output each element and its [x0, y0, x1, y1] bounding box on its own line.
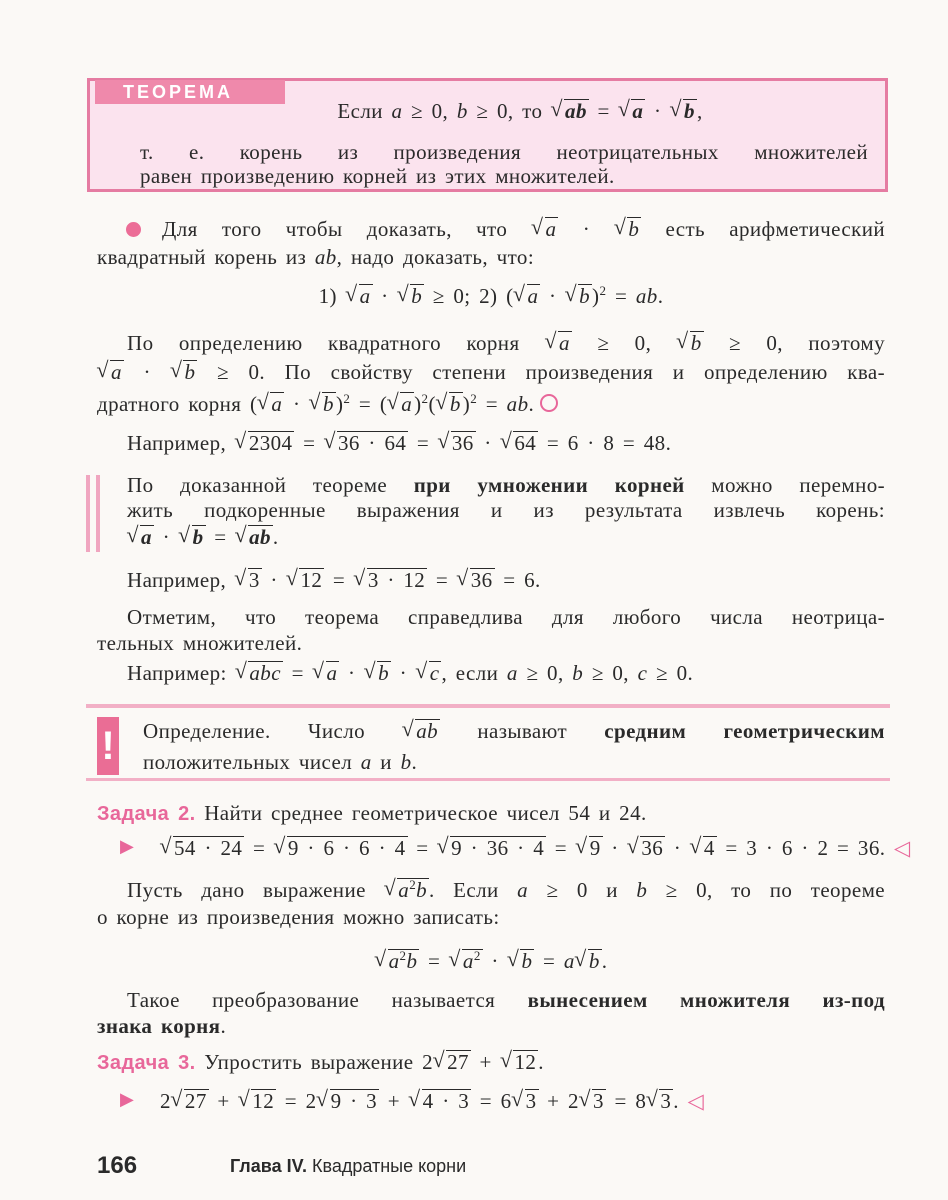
radicand: 36	[470, 568, 493, 592]
radicand: 4 · 3	[422, 1089, 470, 1113]
radicand: a	[359, 284, 371, 308]
radicand: 12	[514, 1050, 537, 1074]
square-root	[631, 99, 645, 122]
radicand: b	[411, 284, 423, 308]
text-run: называют	[440, 719, 605, 743]
task-2	[97, 799, 885, 828]
square-root	[422, 1089, 472, 1112]
text-run: ≥ 0 и	[527, 878, 637, 902]
radicand: 27	[447, 1050, 469, 1074]
proof-line	[97, 243, 885, 271]
square-root	[326, 661, 340, 684]
page-number: 166	[97, 1152, 138, 1179]
square-root	[470, 568, 495, 591]
text-run: Найти среднее геометрическое чисел 54 и 24.	[204, 801, 647, 825]
radicand: b	[323, 392, 334, 416]
text-run: =	[408, 431, 438, 455]
exponent: 2	[421, 391, 429, 406]
text-run: ≥ 0.	[647, 661, 694, 685]
text-run: ·	[372, 284, 398, 308]
text-run: равен произведению корней из этих множителей.	[140, 164, 615, 188]
square-root	[184, 1089, 209, 1112]
variable: a	[462, 949, 474, 973]
variable: b	[572, 661, 584, 685]
text-run: ·	[339, 661, 365, 685]
task-3-solution-text	[160, 1089, 679, 1113]
radicand: 12	[252, 1089, 275, 1113]
text-run: =	[282, 661, 313, 685]
text-run: ≥ 0, то	[467, 99, 552, 123]
text-run: )	[414, 392, 422, 416]
proof-line	[97, 390, 885, 418]
text-run: Если	[337, 99, 392, 123]
task-2-solution	[160, 834, 948, 862]
text-run: можно перемно-	[684, 473, 885, 497]
text-run: ·	[602, 836, 628, 860]
bold-term: знака корня	[97, 1014, 221, 1038]
bold-term: средним геометрическим	[604, 719, 885, 743]
factor-line	[127, 876, 885, 904]
text-run: =	[427, 568, 457, 592]
radicand: 3	[592, 1089, 604, 1113]
square-root	[690, 331, 704, 354]
text-run: =	[294, 431, 324, 455]
variable: ab	[635, 284, 658, 308]
square-root	[589, 836, 603, 859]
text-run: о корне из произведения можно записать:	[97, 905, 500, 929]
text-run: ,	[696, 99, 703, 123]
text-run: 2	[160, 1089, 171, 1113]
text-run: =	[244, 836, 274, 860]
square-root	[545, 217, 559, 240]
radicand: a	[271, 392, 283, 416]
bold-term: при умножении корней	[413, 473, 685, 497]
solution-end-icon: ◁	[894, 836, 911, 860]
text-run: =	[205, 525, 236, 549]
rule-formula	[127, 523, 915, 551]
text-run: =	[546, 836, 576, 860]
theorem-formula	[200, 97, 840, 125]
text-run: =	[419, 949, 449, 973]
square-root	[192, 525, 206, 548]
example-2	[127, 566, 915, 594]
rule-line	[127, 471, 885, 499]
proof-line	[162, 215, 885, 243]
variable: a	[388, 949, 400, 973]
radicand: 36 · 64	[337, 431, 407, 455]
text-run: , надо доказать, что:	[336, 245, 535, 269]
task-3-label: Задача 3.	[97, 1052, 196, 1074]
note-line	[97, 629, 885, 657]
solution-end-icon: ◁	[687, 1089, 705, 1113]
radicand: ab	[565, 99, 587, 123]
text-run: .	[657, 284, 664, 308]
rule-bar	[86, 475, 90, 552]
variable: a	[517, 878, 528, 902]
text-run: =	[324, 568, 354, 592]
rule-line	[127, 496, 885, 524]
chapter-number: Глава IV.	[230, 1156, 307, 1176]
exclamation-icon: !	[97, 717, 119, 775]
square-root	[578, 284, 592, 307]
theorem-label: ТЕОРЕМА	[95, 80, 285, 104]
variable: b	[400, 750, 412, 774]
text-run: Упростить выражение 2	[204, 1050, 434, 1074]
variable: a	[360, 750, 372, 774]
exponent: 2	[409, 877, 417, 892]
factor-formula	[97, 947, 885, 975]
radicand: b	[684, 99, 695, 123]
factor-line	[127, 986, 885, 1014]
variable: b	[406, 949, 418, 973]
text-run: Например:	[127, 661, 236, 685]
square-root	[429, 661, 442, 684]
radicand: a	[326, 661, 338, 685]
radicand: a	[632, 99, 644, 123]
text-run: жить подкоренные выражения и из результата извлечь корень:	[127, 498, 885, 522]
radicand: a	[545, 217, 557, 241]
text-run: =	[606, 284, 636, 308]
text-run: .	[673, 1089, 679, 1113]
text-run: = 2	[276, 1089, 317, 1113]
square-root	[592, 1089, 606, 1112]
variable: a	[391, 99, 403, 123]
radicand: b	[184, 360, 196, 384]
proof-start-bullet-icon	[126, 222, 141, 237]
radicand: 9	[589, 836, 601, 860]
radicand: 9 · 3	[330, 1089, 378, 1113]
text-run: ·	[665, 836, 690, 860]
definition-line	[143, 717, 885, 745]
radicand: b	[449, 392, 461, 416]
divider	[86, 704, 890, 708]
text-run: )	[592, 284, 600, 308]
radicand: 3	[525, 1089, 537, 1113]
text-run: .	[411, 750, 418, 774]
exponent: 2	[470, 391, 478, 406]
radicand: a	[527, 284, 539, 308]
square-root	[513, 1050, 538, 1073]
variable: a	[398, 878, 410, 902]
text-run: ≥ 0, то по теореме	[647, 878, 885, 902]
radicand: b	[378, 661, 390, 685]
proof-end-circle-icon	[540, 394, 558, 412]
square-root	[322, 392, 336, 415]
square-root	[683, 99, 697, 122]
square-root	[558, 331, 572, 354]
square-root	[640, 836, 665, 859]
proof-conditions	[97, 282, 885, 310]
square-root	[520, 949, 534, 972]
rule-bar	[96, 475, 100, 552]
text-run: тельных множителей.	[97, 631, 303, 655]
radicand: 12	[300, 568, 323, 592]
square-root	[450, 836, 546, 859]
radicand: 3	[248, 568, 260, 592]
factor-line	[97, 1012, 885, 1040]
variable: b	[456, 99, 468, 123]
radicand: 9 · 6 · 6 · 4	[287, 836, 406, 860]
text-run: =	[588, 99, 619, 123]
radicand: b	[628, 217, 640, 241]
text-run: квадратный корень из	[97, 245, 315, 269]
square-root	[513, 431, 538, 454]
text-run: ≥ 0. По свойству степени произведения и определению ква-	[197, 360, 885, 384]
square-root	[564, 99, 589, 122]
text-run: ≥ 0; 2) (	[424, 284, 514, 308]
text-run: = 6 · 8 = 48.	[538, 431, 672, 455]
square-root	[527, 284, 541, 307]
square-root	[449, 392, 463, 415]
square-root	[359, 284, 373, 307]
square-root	[397, 878, 429, 901]
text-run: ·	[475, 431, 501, 455]
radicand: 36	[641, 836, 664, 860]
text-run: ≥ 0,	[402, 99, 457, 123]
text-run: т. е. корень из произведения неотрицательных множителей	[140, 140, 868, 164]
square-root	[248, 661, 283, 684]
radicand: abc	[249, 661, 281, 685]
text-run: ≥ 0, поэтому	[703, 331, 885, 355]
radicand: ab	[249, 525, 271, 549]
text-run: Определение. Число	[143, 719, 403, 743]
radicand: 27	[184, 1089, 207, 1113]
task-3	[97, 1048, 885, 1077]
text-run: положительных чисел	[143, 750, 361, 774]
text-run: ≥ 0,	[583, 661, 638, 685]
text-run: +	[470, 1050, 501, 1074]
square-root	[462, 949, 483, 972]
exponent: 2	[343, 391, 351, 406]
radicand: b	[521, 949, 533, 973]
radicand: a	[111, 360, 122, 384]
radicand: 36	[451, 431, 474, 455]
variable: ab	[506, 392, 529, 416]
square-root	[110, 360, 124, 383]
text-run: )	[335, 392, 344, 416]
exponent: 2	[399, 948, 407, 963]
text-run: ·	[284, 392, 310, 416]
variable: b	[636, 878, 648, 902]
example-1	[127, 429, 915, 457]
chapter-title: Квадратные корни	[311, 1156, 467, 1176]
text-run: = 8	[605, 1089, 647, 1113]
square-root	[183, 360, 197, 383]
proof-line	[97, 358, 885, 386]
exponent: 2	[599, 283, 607, 298]
bold-term: вынесением множителя из-под	[527, 988, 885, 1012]
text-run: .	[272, 525, 279, 549]
text-run: ≥ 0,	[571, 331, 677, 355]
square-root	[173, 836, 244, 859]
solution-start-icon: ▶	[120, 836, 134, 856]
radicand: c	[429, 661, 440, 685]
radicand: 3	[660, 1089, 672, 1113]
text-run: .	[538, 1050, 544, 1074]
text-run: ·	[123, 360, 171, 384]
text-run: ·	[558, 217, 615, 241]
square-root	[415, 719, 440, 742]
radicand: b	[588, 949, 600, 973]
text-run: .	[528, 392, 535, 416]
square-root	[287, 836, 408, 859]
square-root	[588, 949, 602, 972]
square-root	[659, 1089, 673, 1112]
text-run: По определению квадратного корня	[127, 331, 545, 355]
square-root	[248, 525, 273, 548]
text-run: Такое преобразование называется	[127, 988, 528, 1012]
task-3-text	[204, 1050, 544, 1074]
text-run: Например,	[127, 431, 235, 455]
radicand: a	[141, 525, 152, 549]
text-run: =	[477, 392, 507, 416]
radicand: a	[558, 331, 570, 355]
text-run: По доказанной теореме	[127, 473, 414, 497]
square-root	[270, 392, 284, 415]
text-run: .	[601, 949, 608, 973]
factor-line	[97, 903, 885, 931]
task-2-solution-text	[160, 836, 885, 860]
text-run: .	[220, 1014, 227, 1038]
square-root	[330, 1089, 380, 1112]
definition-line	[143, 748, 931, 776]
variable: b	[416, 878, 428, 902]
text-run: =	[534, 949, 564, 973]
text-run: Для того чтобы доказать, что	[162, 217, 532, 241]
square-root	[367, 568, 427, 591]
text-run: , если	[441, 661, 507, 685]
radicand: 9 · 36 · 4	[451, 836, 545, 860]
text-run: и	[371, 750, 401, 774]
theorem-text-line	[140, 162, 928, 190]
variable: c	[637, 661, 648, 685]
text-run: есть арифметический	[641, 217, 885, 241]
square-root	[703, 836, 717, 859]
divider	[86, 778, 890, 781]
square-root	[446, 1050, 471, 1073]
square-root	[251, 1089, 276, 1112]
solution-start-icon: ▶	[120, 1089, 134, 1109]
square-root	[525, 1089, 539, 1112]
text-run: + 2	[538, 1089, 579, 1113]
note-line	[127, 603, 885, 631]
variable: a	[506, 661, 518, 685]
square-root	[248, 431, 295, 454]
radicand: 64	[514, 431, 537, 455]
radicand: ab	[416, 719, 439, 743]
text-run: дратного корня (	[97, 392, 258, 416]
text-run: ·	[540, 284, 566, 308]
radicand: b	[690, 331, 702, 355]
square-root	[451, 431, 476, 454]
radicand: 54 · 24	[174, 836, 243, 860]
text-run: 1)	[318, 284, 346, 308]
radicand: b	[192, 525, 204, 549]
radicand: b	[579, 284, 591, 308]
task-2-label: Задача 2.	[97, 803, 196, 825]
proof-line-text	[97, 392, 534, 416]
radicand: 4	[703, 836, 715, 860]
square-root	[248, 568, 262, 591]
square-root	[299, 568, 324, 591]
text-run: = 6.	[494, 568, 541, 592]
text-run: ·	[153, 525, 179, 549]
task-2-text	[204, 801, 646, 825]
square-root	[627, 217, 641, 240]
text-run: = 3 · 6 · 2 = 36.	[716, 836, 886, 860]
variable: a	[563, 949, 575, 973]
square-root	[377, 661, 391, 684]
text-run: +	[379, 1089, 409, 1113]
text-run: ≥ 0,	[517, 661, 573, 685]
text-run: =	[407, 836, 438, 860]
exponent: 2	[473, 948, 481, 963]
text-run: Пусть дано выражение	[127, 878, 385, 902]
chapter-footer	[230, 1156, 466, 1177]
radicand: 3 · 12	[367, 568, 426, 592]
text-run: Отметим, что теорема справедлива для любого числа неотрица-	[127, 605, 885, 629]
text-run: )	[462, 392, 471, 416]
square-root	[400, 392, 414, 415]
example-3	[127, 659, 915, 687]
text-run: = 6	[471, 1089, 512, 1113]
radicand: 2304	[248, 431, 293, 455]
text-run: ·	[261, 568, 287, 592]
task-3-solution	[160, 1087, 948, 1115]
variable: ab	[314, 245, 337, 269]
text-run: ·	[482, 949, 508, 973]
proof-line	[127, 329, 885, 357]
square-root	[410, 284, 424, 307]
text-run: ·	[645, 99, 671, 123]
square-root	[388, 949, 420, 972]
square-root	[337, 431, 408, 454]
text-run: Например,	[127, 568, 235, 592]
text-run: = (	[350, 392, 388, 416]
radicand: a	[401, 392, 413, 416]
square-root	[140, 525, 154, 548]
text-run: ·	[391, 661, 416, 685]
text-run: +	[208, 1089, 239, 1113]
text-run: (	[428, 392, 436, 416]
text-run: . Если	[429, 878, 518, 902]
